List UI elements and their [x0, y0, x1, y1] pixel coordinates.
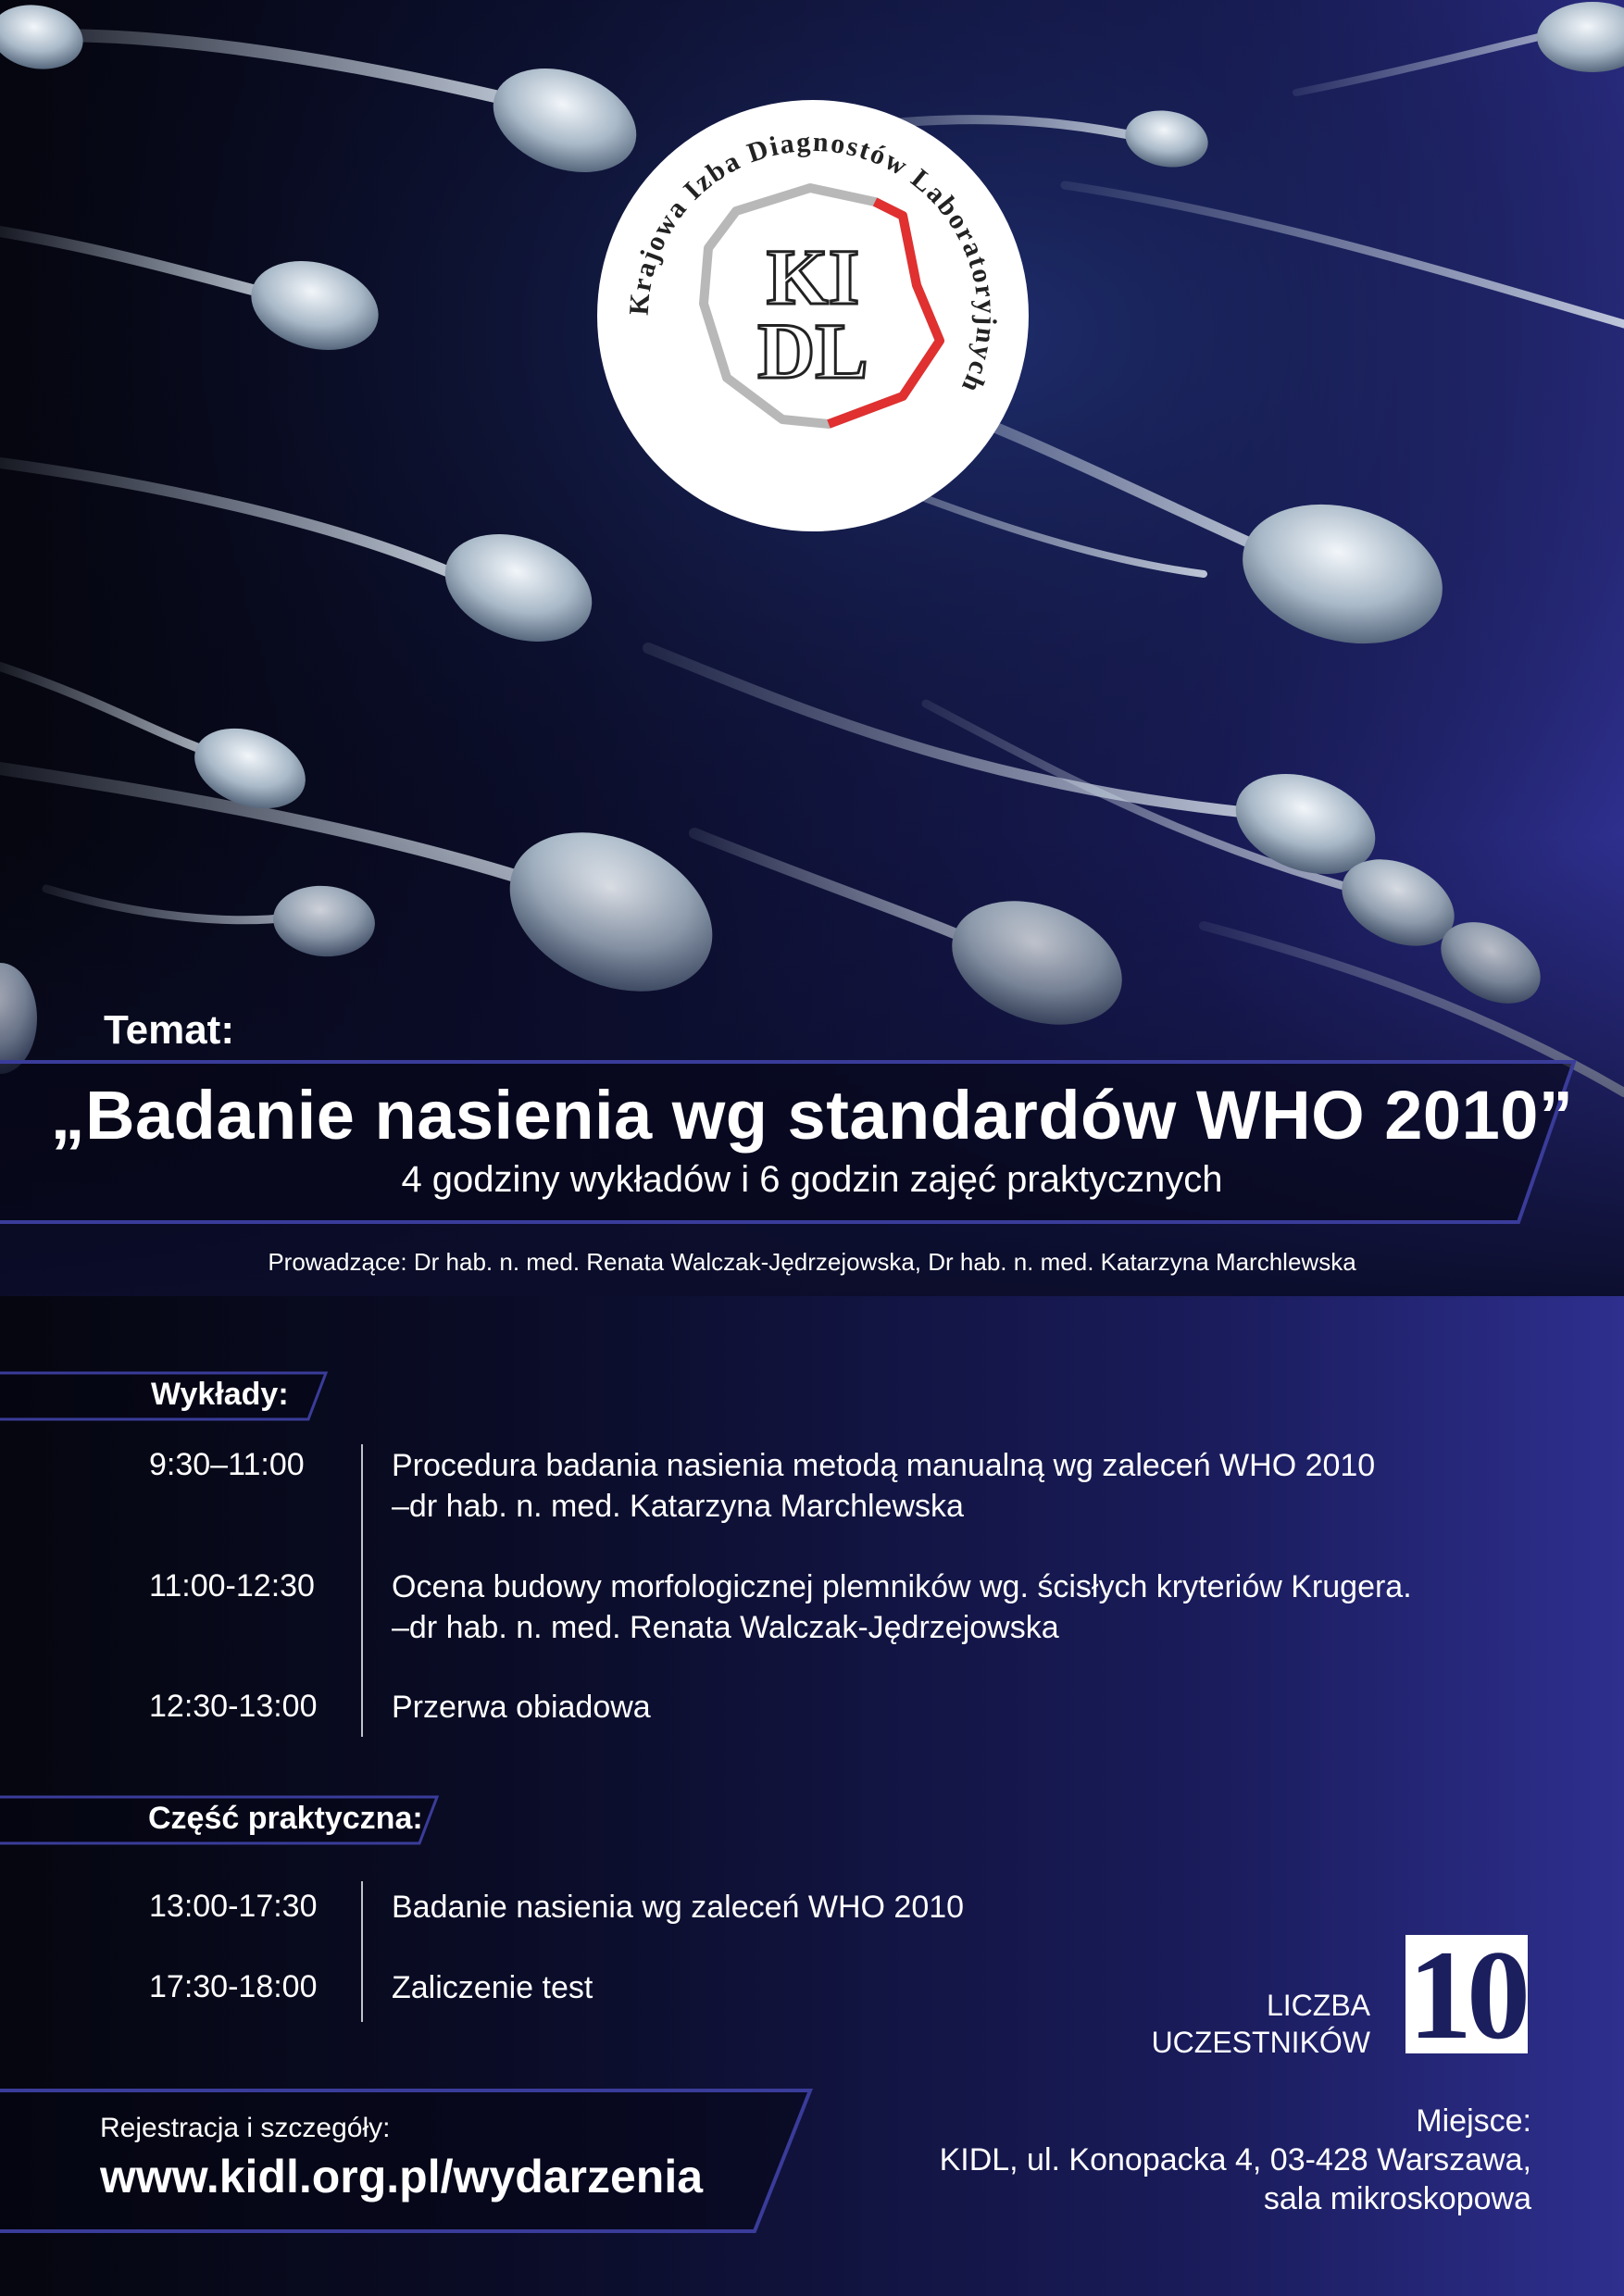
- venue-room: sala mikroskopowa: [1263, 2181, 1531, 2216]
- logo-center-bottom: DL: [757, 306, 868, 395]
- practical-time-1: 13:00-17:30: [149, 1889, 318, 1924]
- venue-address: KIDL, ul. Konopacka 4, 03-428 Warszawa,: [939, 2142, 1531, 2177]
- practical-divider: [361, 1881, 363, 2022]
- event-title: „Badanie nasienia wg standardów WHO 2010”: [50, 1077, 1574, 1154]
- lecture-time-1: 9:30–11:00: [149, 1447, 305, 1482]
- event-subtitle: 4 godziny wykładów i 6 godzin zajęć praktycznych: [401, 1159, 1223, 1200]
- lecture-time-3: 12:30-13:00: [149, 1689, 318, 1724]
- registration-url[interactable]: www.kidl.org.pl/wydarzenia: [100, 2151, 704, 2202]
- practical-desc-1: Badanie nasienia wg zaleceń WHO 2010: [392, 1890, 965, 1925]
- participants-label-line2: UCZESTNIKÓW: [1151, 2026, 1370, 2059]
- practical-desc-2: Zaliczenie test: [392, 1970, 593, 2005]
- venue-label: Miejsce:: [1416, 2103, 1531, 2139]
- lecture-desc-2-line2: –dr hab. n. med. Renata Walczak-Jędrzejowska: [392, 1610, 1059, 1645]
- participants-count: 10: [1408, 1924, 1525, 2065]
- practical-time-2: 17:30-18:00: [149, 1969, 318, 2004]
- lectures-divider: [361, 1444, 363, 1737]
- event-leaders: Prowadzące: Dr hab. n. med. Renata Walczak-Jędrzejowska, Dr hab. n. med. Katarzyna Marchlewska: [268, 1248, 1356, 1276]
- lecture-desc-1-line2: –dr hab. n. med. Katarzyna Marchlewska: [392, 1489, 964, 1524]
- logo-ring-text: Krajowa Izba Diagnostów Laboratoryjnych: [623, 126, 1003, 399]
- topic-label: Temat:: [104, 1007, 234, 1053]
- lecture-time-2: 11:00-12:30: [149, 1568, 315, 1603]
- kidl-logo: [597, 100, 1029, 531]
- lecture-desc-2-line1: Ocena budowy morfologicznej plemników wg. ścisłych kryteriów Krugera.: [392, 1569, 1412, 1604]
- lecture-desc-3: [392, 1687, 1595, 1728]
- logo-center-top: KI: [766, 232, 860, 321]
- lectures-label: Wykłady:: [151, 1377, 289, 1412]
- lecture-desc-1: [392, 1445, 1595, 1527]
- lecture-desc-3-line1: Przerwa obiadowa: [392, 1690, 651, 1725]
- participants-label-line1: LICZBA: [1266, 1989, 1370, 2022]
- lecture-desc-1-line1: Procedura badania nasienia metodą manualną wg zaleceń WHO 2010: [392, 1448, 1376, 1483]
- lecture-desc-2: [392, 1566, 1595, 1648]
- practical-label: Część praktyczna:: [148, 1801, 423, 1836]
- registration-label: Rejestracja i szczegóły:: [100, 2113, 391, 2143]
